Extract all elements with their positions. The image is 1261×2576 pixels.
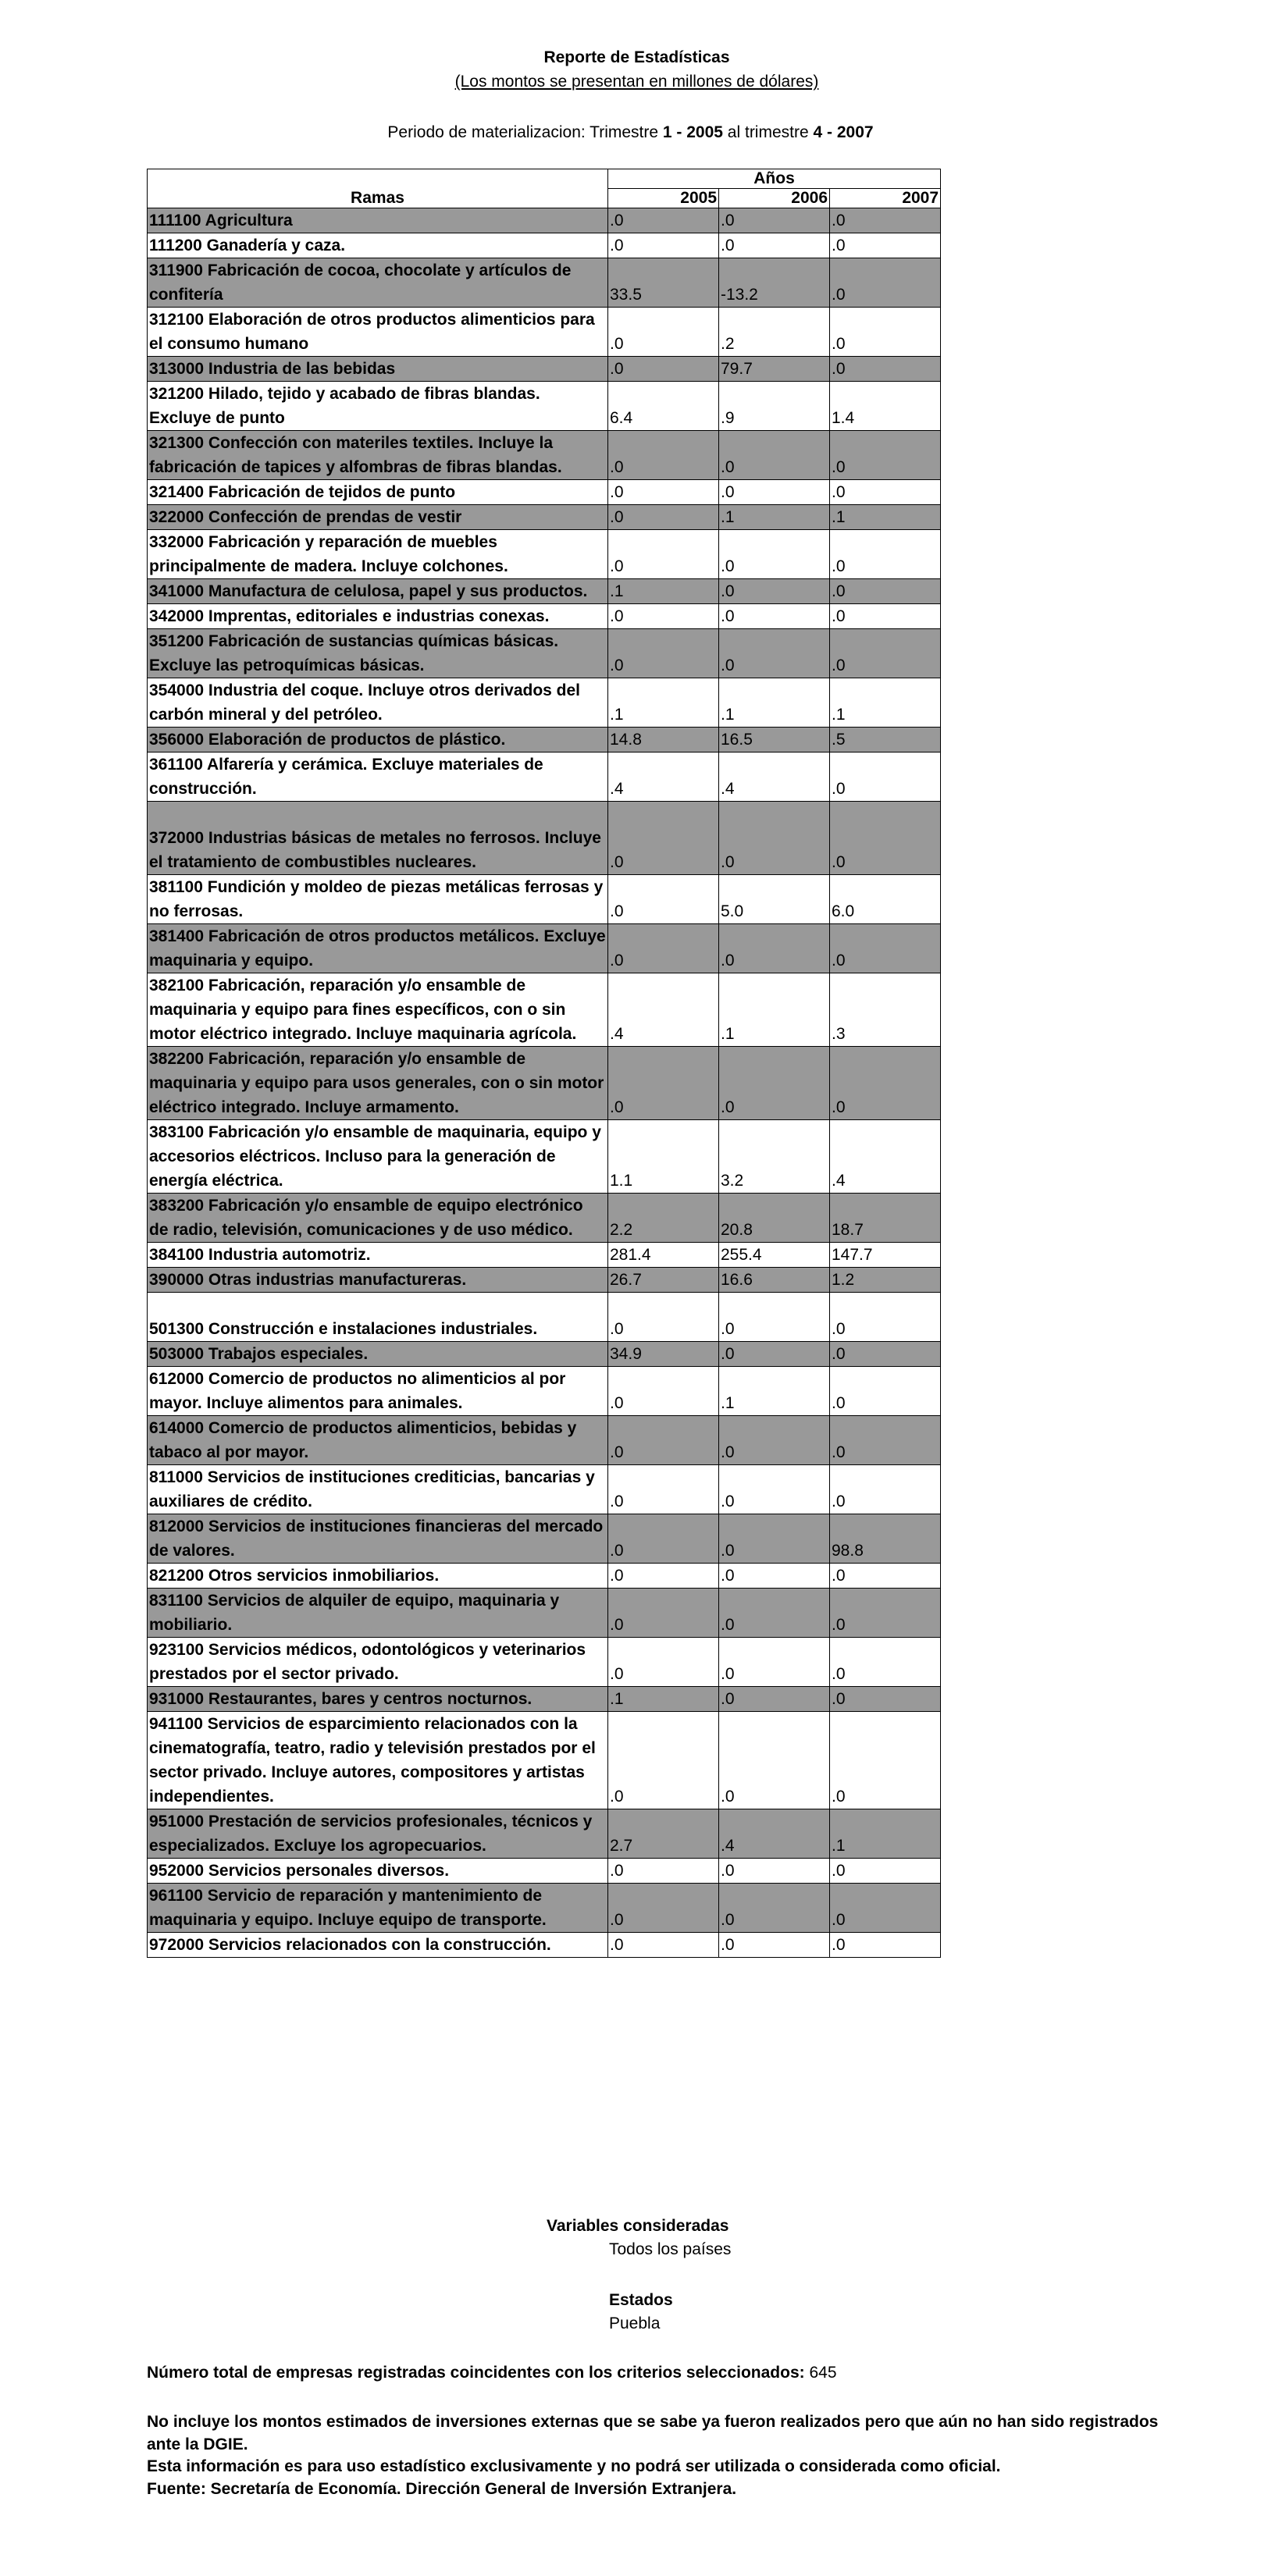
row-value-2005: .0 [608, 1293, 719, 1342]
row-rama: 503000 Trabajos especiales. [148, 1342, 608, 1367]
row-value-2006: .0 [719, 1859, 830, 1884]
statistics-table [147, 169, 941, 1958]
row-value-2005: 1.1 [608, 1120, 719, 1194]
row-rama: 342000 Imprentas, editoriales e industrias conexas. [148, 604, 608, 629]
row-value-2006: .0 [719, 530, 830, 579]
year-header-2007: 2007 [830, 189, 941, 208]
table-row [148, 431, 941, 480]
row-value-2007: .0 [830, 530, 941, 579]
row-value-2006: .0 [719, 1712, 830, 1809]
row-value-2005: .0 [608, 802, 719, 875]
row-rama: 931000 Restaurantes, bares y centros nocturnos. [148, 1687, 608, 1712]
row-value-2007: .0 [830, 1884, 941, 1933]
row-value-2007: .0 [830, 1047, 941, 1120]
row-rama: 111200 Ganadería y caza. [148, 233, 608, 258]
table-row [148, 604, 941, 629]
row-value-2007: 147.7 [830, 1243, 941, 1268]
row-value-2006: 5.0 [719, 875, 830, 924]
row-value-2006: .0 [719, 1047, 830, 1120]
table-row [148, 924, 941, 973]
row-rama: 972000 Servicios relacionados con la construcción. [148, 1933, 608, 1958]
row-rama: 321200 Hilado, tejido y acabado de fibras blandas. Excluye de punto [148, 382, 608, 431]
row-value-2007: .0 [830, 258, 941, 308]
row-value-2005: 2.2 [608, 1194, 719, 1243]
row-value-2007: .0 [830, 1293, 941, 1342]
table-row [148, 308, 941, 357]
table-row [148, 1268, 941, 1293]
row-value-2006: 255.4 [719, 1243, 830, 1268]
row-value-2007: 98.8 [830, 1514, 941, 1564]
table-body [148, 208, 941, 1958]
ramas-header: Ramas [148, 169, 608, 208]
row-value-2006: .0 [719, 1465, 830, 1514]
table-row [148, 579, 941, 604]
row-value-2006: .1 [719, 1367, 830, 1416]
row-rama: 831100 Servicios de alquiler de equipo, maquinaria y mobiliario. [148, 1589, 608, 1638]
row-value-2006: .2 [719, 308, 830, 357]
row-value-2007: 18.7 [830, 1194, 941, 1243]
row-value-2005: .0 [608, 208, 719, 233]
row-value-2006: .0 [719, 1638, 830, 1687]
row-value-2007: .0 [830, 308, 941, 357]
row-value-2005: .0 [608, 530, 719, 579]
row-rama: 383100 Fabricación y/o ensamble de maquinaria, equipo y accesorios eléctricos. Incluso para la generación de energía eléctrica. [148, 1120, 608, 1194]
row-value-2005: 26.7 [608, 1268, 719, 1293]
row-rama: 332000 Fabricación y reparación de muebles principalmente de madera. Incluye colchones. [148, 530, 608, 579]
row-rama: 111100 Agricultura [148, 208, 608, 233]
row-rama: 383200 Fabricación y/o ensamble de equipo electrónico de radio, televisión, comunicaciones y de uso médico. [148, 1194, 608, 1243]
row-value-2005: .1 [608, 579, 719, 604]
estados-title: Estados [609, 2291, 673, 2309]
table-row [148, 875, 941, 924]
row-rama: 812000 Servicios de instituciones financieras del mercado de valores. [148, 1514, 608, 1564]
period-prefix: Periodo de materializacion: Trimestre [387, 123, 663, 141]
row-value-2007: .0 [830, 629, 941, 678]
row-value-2005: 14.8 [608, 728, 719, 753]
row-value-2006: .0 [719, 629, 830, 678]
row-value-2007: .0 [830, 1564, 941, 1589]
row-value-2005: .0 [608, 875, 719, 924]
row-value-2005: .0 [608, 1884, 719, 1933]
row-rama: 372000 Industrias básicas de metales no ferrosos. Incluye el tratamiento de combustibles nucleares. [148, 802, 608, 875]
row-value-2005: 2.7 [608, 1809, 719, 1859]
row-rama: 382100 Fabricación, reparación y/o ensamble de maquinaria y equipo para fines específicos, con o sin motor eléctrico integrado. Incluye maquinaria agrícola. [148, 973, 608, 1047]
row-value-2006: .0 [719, 924, 830, 973]
row-value-2005: .0 [608, 1589, 719, 1638]
row-value-2007: .1 [830, 505, 941, 530]
table-row [148, 1712, 941, 1809]
row-value-2006: .0 [719, 1293, 830, 1342]
row-value-2005: .0 [608, 924, 719, 973]
row-value-2007: .0 [830, 1712, 941, 1809]
row-value-2006: .0 [719, 1589, 830, 1638]
total-companies [147, 2364, 837, 2382]
row-value-2007: .0 [830, 1687, 941, 1712]
row-value-2005: .0 [608, 1638, 719, 1687]
row-value-2005: 34.9 [608, 1342, 719, 1367]
table-row [148, 1293, 941, 1342]
total-label: Número total de empresas registradas coincidentes con los criterios seleccionados: [147, 2364, 805, 2382]
row-value-2007: .0 [830, 1933, 941, 1958]
table-row [148, 1194, 941, 1243]
row-value-2005: .0 [608, 1465, 719, 1514]
row-value-2005: .0 [608, 1367, 719, 1416]
row-value-2007: .0 [830, 1367, 941, 1416]
table-row [148, 802, 941, 875]
row-rama: 351200 Fabricación de sustancias químicas básicas. Excluye las petroquímicas básicas. [148, 629, 608, 678]
row-value-2007: .0 [830, 480, 941, 505]
row-value-2007: .0 [830, 1342, 941, 1367]
row-value-2005: .0 [608, 1933, 719, 1958]
row-value-2006: .4 [719, 1809, 830, 1859]
row-rama: 614000 Comercio de productos alimenticios, bebidas y tabaco al por mayor. [148, 1416, 608, 1465]
table-row [148, 480, 941, 505]
row-rama: 501300 Construcción e instalaciones industriales. [148, 1293, 608, 1342]
row-value-2005: .0 [608, 629, 719, 678]
row-value-2007: .0 [830, 579, 941, 604]
row-value-2006: .0 [719, 1564, 830, 1589]
period-end: 4 - 2007 [813, 123, 874, 141]
row-rama: 313000 Industria de las bebidas [148, 357, 608, 382]
table-row [148, 1884, 941, 1933]
row-value-2006: 79.7 [719, 357, 830, 382]
row-value-2007: .0 [830, 431, 941, 480]
table-row [148, 1687, 941, 1712]
row-rama: 321400 Fabricación de tejidos de punto [148, 480, 608, 505]
row-value-2005: .0 [608, 357, 719, 382]
row-value-2006: 16.5 [719, 728, 830, 753]
row-rama: 390000 Otras industrias manufactureras. [148, 1268, 608, 1293]
row-rama: 961100 Servicio de reparación y mantenimiento de maquinaria y equipo. Incluye equipo de transporte. [148, 1884, 608, 1933]
row-value-2006: .0 [719, 1342, 830, 1367]
row-value-2006: .0 [719, 802, 830, 875]
row-value-2007: .0 [830, 1416, 941, 1465]
table-row [148, 357, 941, 382]
table-row [148, 1859, 941, 1884]
table-row [148, 678, 941, 728]
row-value-2006: .0 [719, 1514, 830, 1564]
row-value-2005: .0 [608, 1859, 719, 1884]
row-value-2006: 20.8 [719, 1194, 830, 1243]
variables-value: Todos los países [609, 2240, 732, 2258]
row-rama: 381400 Fabricación de otros productos metálicos. Excluye maquinaria y equipo. [148, 924, 608, 973]
row-value-2006: .4 [719, 753, 830, 802]
row-value-2005: .4 [608, 753, 719, 802]
row-value-2006: 16.6 [719, 1268, 830, 1293]
row-value-2006: .0 [719, 1884, 830, 1933]
table-row [148, 1047, 941, 1120]
note-estimates: No incluye los montos estimados de inversiones externas que se sabe ya fueron realizados pero que aún no han sido registrados ante la DGIE. [147, 2413, 1159, 2453]
table-row [148, 1416, 941, 1465]
row-value-2007: 6.0 [830, 875, 941, 924]
row-value-2006: .0 [719, 1933, 830, 1958]
row-value-2007: .1 [830, 678, 941, 728]
row-value-2006: .1 [719, 505, 830, 530]
table-row [148, 973, 941, 1047]
row-value-2005: .0 [608, 1564, 719, 1589]
row-value-2007: .1 [830, 1809, 941, 1859]
note-usage: Esta información es para uso estadístico exclusivamente y no podrá ser utilizada o considerada como oficial. [147, 2457, 1001, 2475]
period-start: 1 - 2005 [662, 123, 723, 141]
table-row [148, 1589, 941, 1638]
row-value-2005: .1 [608, 1687, 719, 1712]
row-value-2005: .0 [608, 604, 719, 629]
report-subtitle: (Los montos se presentan en millones de dólares) [454, 73, 819, 91]
row-rama: 941100 Servicios de esparcimiento relacionados con la cinematografía, teatro, radio y televisión prestados por el sector privado. Incluye autores, compositores y artistas independientes. [148, 1712, 608, 1809]
table-row [148, 1809, 941, 1859]
row-value-2005: .0 [608, 505, 719, 530]
row-value-2005: .4 [608, 973, 719, 1047]
table-row [148, 1564, 941, 1589]
row-value-2007: .0 [830, 233, 941, 258]
row-value-2007: .0 [830, 1589, 941, 1638]
variables-title: Variables consideradas [547, 2217, 729, 2235]
table-row [148, 382, 941, 431]
year-header-2005: 2005 [608, 189, 719, 208]
row-value-2005: .0 [608, 1047, 719, 1120]
row-value-2007: .3 [830, 973, 941, 1047]
row-rama: 821200 Otros servicios inmobiliarios. [148, 1564, 608, 1589]
row-rama: 322000 Confección de prendas de vestir [148, 505, 608, 530]
row-value-2006: .0 [719, 1416, 830, 1465]
row-value-2006: -13.2 [719, 258, 830, 308]
row-value-2006: .0 [719, 579, 830, 604]
row-value-2006: .0 [719, 1687, 830, 1712]
report-title: Reporte de Estadísticas [543, 48, 730, 66]
estados-value: Puebla [609, 2314, 661, 2332]
row-value-2005: .1 [608, 678, 719, 728]
row-rama: 923100 Servicios médicos, odontológicos y veterinarios prestados por el sector privado. [148, 1638, 608, 1687]
year-header-2006: 2006 [719, 189, 830, 208]
table-row [148, 530, 941, 579]
row-value-2007: .0 [830, 802, 941, 875]
row-value-2005: .0 [608, 233, 719, 258]
row-value-2007: .0 [830, 1465, 941, 1514]
period-line [0, 123, 1261, 142]
row-rama: 811000 Servicios de instituciones crediticias, bancarias y auxiliares de crédito. [148, 1465, 608, 1514]
row-value-2005: 6.4 [608, 382, 719, 431]
row-rama: 341000 Manufactura de celulosa, papel y sus productos. [148, 579, 608, 604]
row-value-2007: .0 [830, 924, 941, 973]
row-value-2006: .0 [719, 233, 830, 258]
row-value-2006: 3.2 [719, 1120, 830, 1194]
row-value-2007: .0 [830, 753, 941, 802]
row-rama: 311900 Fabricación de cocoa, chocolate y artículos de confitería [148, 258, 608, 308]
row-value-2007: .5 [830, 728, 941, 753]
row-rama: 312100 Elaboración de otros productos alimenticios para el consumo humano [148, 308, 608, 357]
table-row [148, 753, 941, 802]
row-value-2006: .1 [719, 678, 830, 728]
table-row [148, 1933, 941, 1958]
total-value: 645 [809, 2364, 837, 2382]
row-rama: 382200 Fabricación, reparación y/o ensamble de maquinaria y equipo para usos generales, con o sin motor eléctrico integrado. Incluye armamento. [148, 1047, 608, 1120]
row-rama: 381100 Fundición y moldeo de piezas metálicas ferrosas y no ferrosas. [148, 875, 608, 924]
row-value-2006: .1 [719, 973, 830, 1047]
row-value-2007: 1.4 [830, 382, 941, 431]
table-row [148, 208, 941, 233]
row-value-2005: .0 [608, 1712, 719, 1809]
row-value-2007: .0 [830, 604, 941, 629]
row-rama: 951000 Prestación de servicios profesionales, técnicos y especializados. Excluye los agropecuarios. [148, 1809, 608, 1859]
row-rama: 612000 Comercio de productos no alimenticios al por mayor. Incluye alimentos para animales. [148, 1367, 608, 1416]
row-value-2007: .0 [830, 208, 941, 233]
row-value-2005: 33.5 [608, 258, 719, 308]
row-value-2005: .0 [608, 1514, 719, 1564]
row-value-2006: .0 [719, 480, 830, 505]
row-rama: 356000 Elaboración de productos de plástico. [148, 728, 608, 753]
table-row [148, 1514, 941, 1564]
table-row [148, 1465, 941, 1514]
table-row [148, 505, 941, 530]
note-source: Fuente: Secretaría de Economía. Dirección General de Inversión Extranjera. [147, 2480, 737, 2498]
table-row [148, 1367, 941, 1416]
table-row [148, 629, 941, 678]
row-value-2006: .9 [719, 382, 830, 431]
period-mid: al trimestre [722, 123, 814, 141]
table-row [148, 233, 941, 258]
row-value-2006: .0 [719, 431, 830, 480]
row-value-2005: 281.4 [608, 1243, 719, 1268]
table-row [148, 728, 941, 753]
row-rama: 952000 Servicios personales diversos. [148, 1859, 608, 1884]
table-row [148, 1243, 941, 1268]
header-row-1 [148, 169, 941, 189]
row-value-2007: .0 [830, 1638, 941, 1687]
row-value-2007: .4 [830, 1120, 941, 1194]
row-rama: 384100 Industria automotriz. [148, 1243, 608, 1268]
row-value-2005: .0 [608, 1416, 719, 1465]
table-row [148, 1342, 941, 1367]
row-value-2007: .0 [830, 1859, 941, 1884]
row-value-2005: .0 [608, 431, 719, 480]
table-row [148, 258, 941, 308]
row-value-2006: .0 [719, 208, 830, 233]
table-row [148, 1120, 941, 1194]
row-value-2005: .0 [608, 308, 719, 357]
table-row [148, 1638, 941, 1687]
row-rama: 321300 Confección con materiles textiles. Incluye la fabricación de tapices y alfombras de fibras blandas. [148, 431, 608, 480]
row-value-2005: .0 [608, 480, 719, 505]
row-rama: 354000 Industria del coque. Incluye otros derivados del carbón mineral y del petróleo. [148, 678, 608, 728]
row-value-2007: 1.2 [830, 1268, 941, 1293]
years-header: Años [608, 169, 941, 189]
row-value-2006: .0 [719, 604, 830, 629]
row-value-2007: .0 [830, 357, 941, 382]
row-rama: 361100 Alfarería y cerámica. Excluye materiales de construcción. [148, 753, 608, 802]
